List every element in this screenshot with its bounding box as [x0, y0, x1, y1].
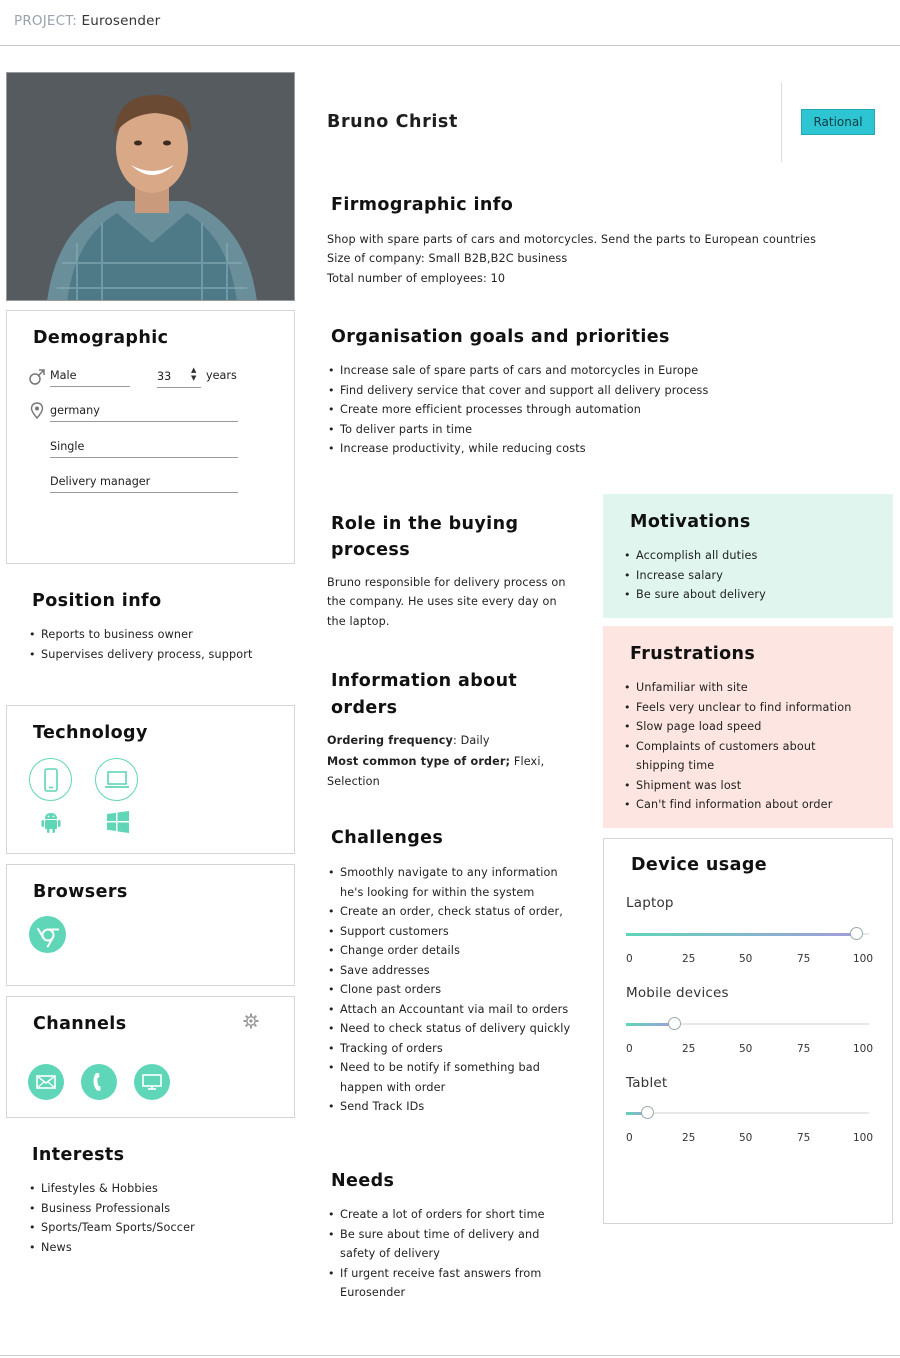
phone-icon	[81, 1064, 117, 1100]
role-line: the laptop.	[327, 614, 390, 628]
browsers-panel	[6, 864, 295, 986]
list-item: • Create a lot of orders for short time	[327, 1205, 567, 1225]
list-item: • Can't find information about order	[623, 795, 863, 815]
list-item: • Tracking of orders	[327, 1039, 577, 1059]
slider-knob[interactable]	[641, 1106, 654, 1119]
firmographic-line: Shop with spare parts of cars and motorcycles. Send the parts to European countries	[327, 233, 817, 246]
list-item: • Smoothly navigate to any information he's looking for within the system	[327, 863, 577, 902]
device-label: Tablet	[626, 1075, 668, 1091]
list-item: • To deliver parts in time	[327, 420, 767, 440]
challenges-list	[327, 863, 577, 1117]
demographic-panel	[6, 310, 295, 564]
male-icon	[28, 368, 46, 386]
orders-info	[327, 731, 587, 793]
role-line: the company. He uses site every day on	[327, 595, 557, 609]
ordering-frequency: Ordering frequency: Daily	[327, 734, 490, 747]
role-title	[331, 511, 518, 563]
list-item: • Slow page load speed	[623, 717, 863, 737]
slider-knob[interactable]	[668, 1017, 681, 1030]
goals-list	[327, 361, 767, 459]
list-item: • Need to check status of delivery quickly	[327, 1019, 577, 1039]
bottom-divider	[0, 1355, 900, 1356]
role-description	[327, 573, 587, 631]
position-list	[28, 625, 288, 664]
list-item: • Increase sale of spare parts of cars and motorcycles in Europe	[327, 361, 767, 381]
common-order-type: Most common type of order; Flexi,	[327, 754, 545, 768]
list-item: • Unfamiliar with site	[623, 678, 863, 698]
laptop-icon	[95, 758, 138, 801]
list-item: • Sports/Team Sports/Soccer	[28, 1218, 288, 1238]
motivations-list	[623, 546, 883, 605]
device-usage-title: Device usage	[631, 855, 768, 875]
list-item: • Create more efficient processes through automation	[327, 400, 767, 420]
age-value: 33	[157, 370, 172, 383]
firmographic-title: Firmographic info	[331, 195, 514, 215]
location-pin-icon	[30, 402, 44, 419]
top-bar	[0, 0, 900, 46]
project-title	[14, 13, 160, 29]
mobile-slider[interactable]	[626, 1023, 869, 1025]
orders-title-line: orders	[331, 698, 398, 718]
goals-title: Organisation goals and priorities	[331, 327, 670, 347]
role-title-line: process	[331, 540, 411, 560]
list-item: • Reports to business owner	[28, 625, 288, 645]
list-item: • Shipment was lost	[623, 776, 863, 796]
mail-icon	[28, 1064, 64, 1100]
browsers-title: Browsers	[33, 882, 128, 902]
interests-list	[28, 1179, 288, 1257]
windows-icon	[106, 810, 130, 834]
motivations-panel	[603, 494, 893, 618]
common-order-type-cont: Selection	[327, 775, 380, 788]
mobile-icon	[29, 758, 72, 801]
laptop-slider[interactable]	[626, 933, 869, 935]
role-title-line: Role in the buying	[331, 514, 519, 534]
gear-icon[interactable]	[243, 1013, 259, 1029]
list-item: • Support customers	[327, 922, 577, 942]
device-label: Laptop	[626, 895, 674, 911]
marital-status-field[interactable]: Single	[50, 440, 238, 458]
list-item: • Feels very unclear to find information	[623, 698, 863, 718]
firmographic-line: Total number of employees: 10	[327, 271, 506, 285]
channels-title: Channels	[33, 1014, 127, 1034]
slider-knob[interactable]	[850, 927, 863, 940]
list-item: • Change order details	[327, 941, 577, 961]
list-item: • Send Track IDs	[327, 1097, 577, 1117]
list-item: • Save addresses	[327, 961, 577, 981]
persona-type-badge: Rational	[801, 109, 875, 135]
location-field[interactable]: germany	[50, 404, 238, 422]
project-name: Eurosender	[81, 13, 161, 29]
project-label: PROJECT:	[14, 13, 77, 29]
orders-title-line: Information about	[331, 671, 518, 691]
orders-title	[331, 668, 517, 722]
device-usage-panel: Device usage Laptop 0 25 50 75 100 Mobile devices 0 25 50 75 100 Tablet 0 25 50 75 100	[603, 838, 893, 1224]
device-label: Mobile devices	[626, 985, 729, 1001]
list-item: • Accomplish all duties	[623, 546, 883, 566]
demographic-title: Demographic	[33, 328, 169, 348]
list-item: • Business Professionals	[28, 1199, 288, 1219]
list-item: • Attach an Accountant via mail to orders	[327, 1000, 577, 1020]
list-item: • Supervises delivery process, support	[28, 645, 288, 665]
divider	[781, 82, 782, 162]
technology-title: Technology	[33, 723, 148, 743]
list-item: • News	[28, 1238, 288, 1258]
tablet-slider[interactable]	[626, 1112, 869, 1114]
persona-photo	[6, 72, 295, 301]
job-title-field[interactable]: Delivery manager	[50, 475, 238, 493]
gender-field[interactable]: Male	[50, 369, 130, 387]
list-item: • Increase salary	[623, 566, 883, 586]
frustrations-list	[623, 678, 863, 815]
list-item: • If urgent receive fast answers from Eurosender	[327, 1264, 567, 1303]
list-item: • Be sure about delivery	[623, 585, 883, 605]
technology-panel	[6, 705, 295, 854]
firmographic-info	[327, 230, 847, 288]
frustrations-panel	[603, 626, 893, 828]
stepper-arrows-icon[interactable]: ▲ ▼	[191, 366, 197, 382]
list-item: • Need to be notify if something bad happen with order	[327, 1058, 577, 1097]
needs-title: Needs	[331, 1171, 395, 1191]
firmographic-line: Size of company: Small B2B,B2C business	[327, 252, 568, 266]
interests-title: Interests	[32, 1145, 125, 1165]
list-item: • Complaints of customers about shipping time	[623, 737, 863, 776]
desktop-icon	[134, 1064, 170, 1100]
slider-fill	[626, 933, 857, 936]
list-item: • Be sure about time of delivery and safety of delivery	[327, 1225, 567, 1264]
frustrations-title: Frustrations	[630, 644, 756, 664]
persona-name: Bruno Christ	[327, 112, 458, 132]
age-unit: years	[206, 369, 237, 382]
age-stepper[interactable]	[157, 366, 201, 388]
channels-panel	[6, 996, 295, 1118]
role-line: Bruno responsible for delivery process on	[327, 576, 566, 589]
list-item: • Create an order, check status of order,	[327, 902, 577, 922]
challenges-title: Challenges	[331, 828, 444, 848]
list-item: • Increase productivity, while reducing costs	[327, 439, 767, 459]
list-item: • Clone past orders	[327, 980, 577, 1000]
motivations-title: Motivations	[630, 512, 751, 532]
needs-list	[327, 1205, 567, 1303]
position-title: Position info	[32, 591, 162, 611]
list-item: • Lifestyles & Hobbies	[28, 1179, 288, 1199]
chrome-icon	[29, 916, 66, 953]
list-item: • Find delivery service that cover and support all delivery process	[327, 381, 767, 401]
android-icon	[41, 811, 61, 833]
